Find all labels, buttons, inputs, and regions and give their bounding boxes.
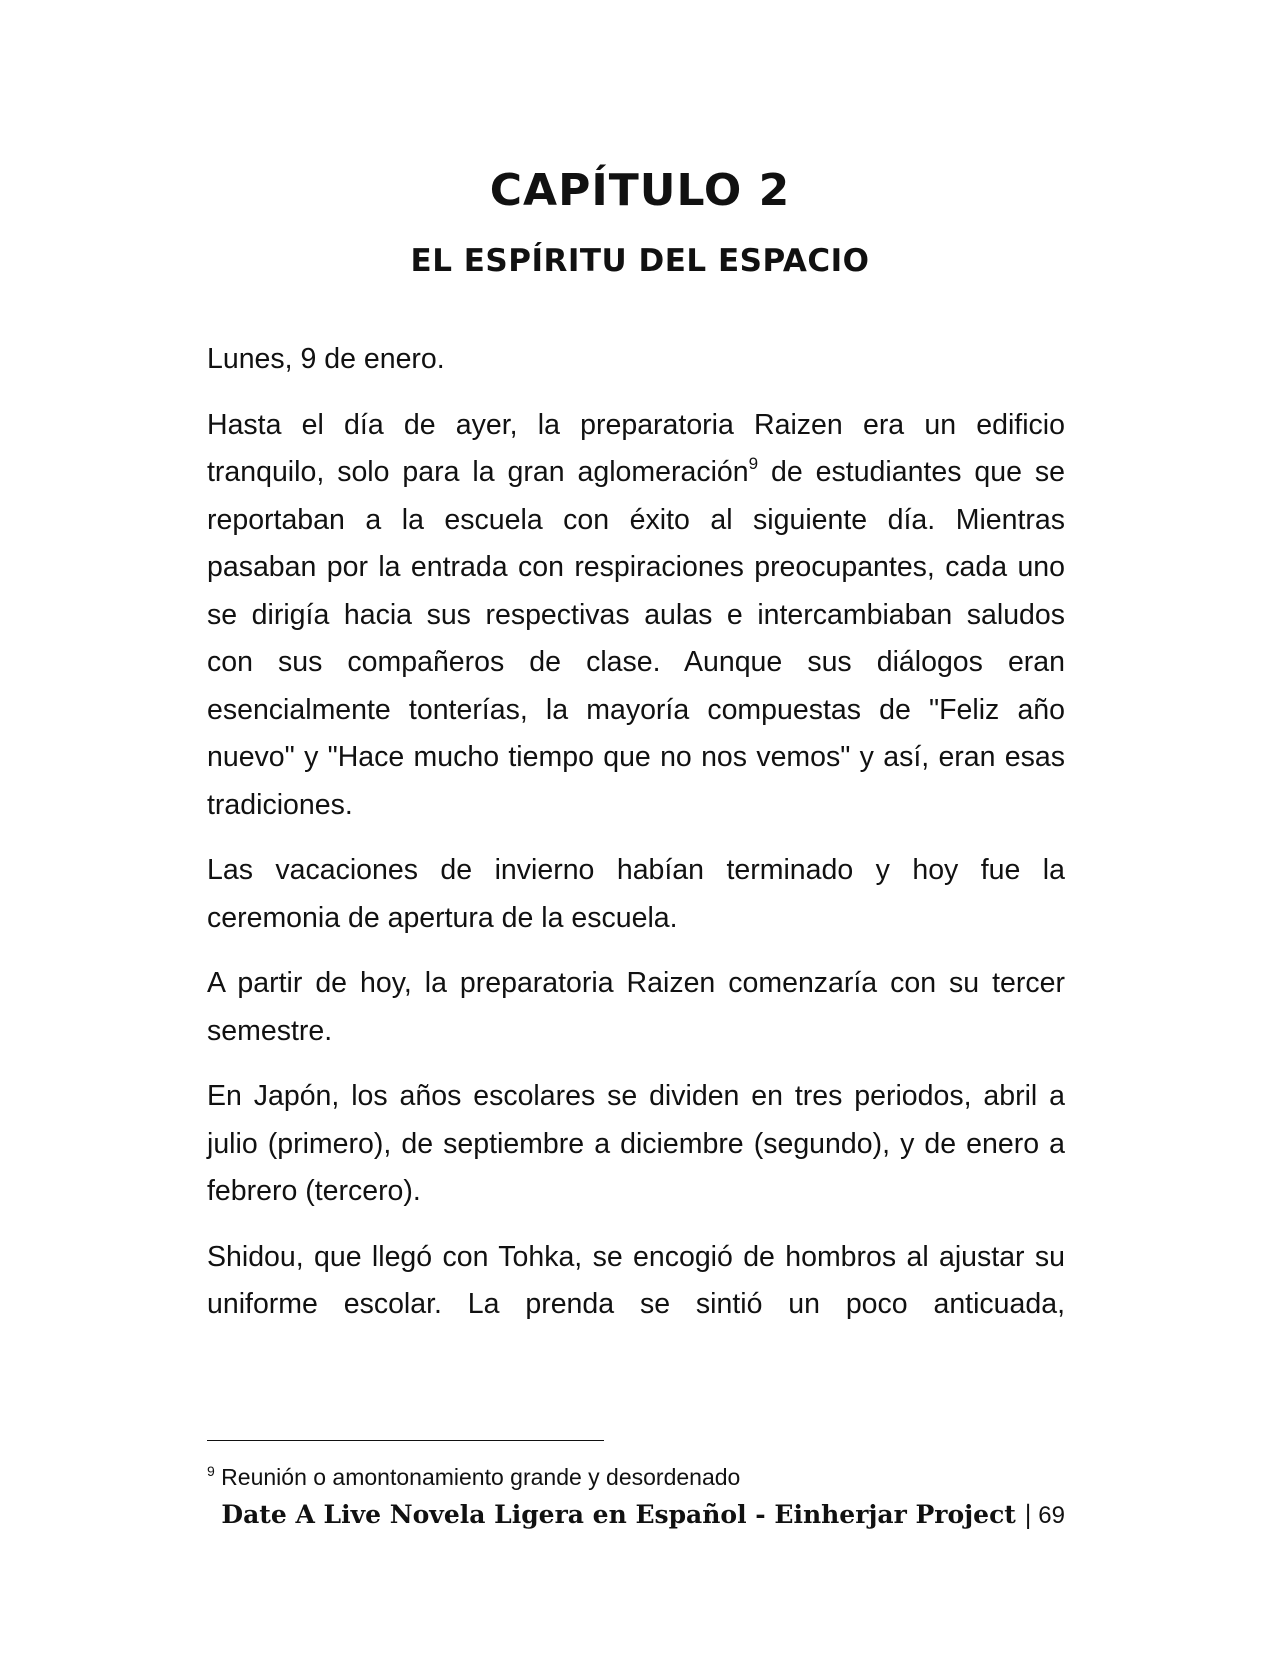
page-footer <box>207 1498 1065 1533</box>
footnote-divider <box>207 1440 604 1441</box>
footnote-text: Reunión o amontonamiento grande y desordenado <box>214 1464 741 1490</box>
page-number: 69 <box>1038 1502 1065 1529</box>
paragraph <box>207 402 1065 830</box>
footnote <box>207 1462 1065 1492</box>
footer-title: Date A Live Novela Ligera en Español - Einherjar Project <box>221 1500 1016 1529</box>
footer-separator: | <box>1023 1500 1033 1529</box>
footnote-marker: 9 <box>207 1463 215 1479</box>
paragraph: Lunes, 9 de enero. <box>207 343 445 375</box>
body-text <box>207 336 1065 1347</box>
footnote-reference[interactable]: 9 <box>748 454 759 473</box>
paragraph: A partir de hoy, la preparatoria Raizen comenzaría con su tercer semestre. <box>207 967 1065 1047</box>
paragraph: Las vacaciones de invierno habían terminado y hoy fue la ceremonia de apertura de la escuela. <box>207 854 1065 934</box>
paragraph-text: Hasta el día de ayer, la preparatoria Raizen era un edificio tranquilo, solo para la gran aglomeración <box>207 408 1065 488</box>
paragraph: Shidou, que llegó con Tohka, se encogió de hombros al ajustar su uniforme escolar. La prenda se sintió un poco anticuada, <box>207 1240 1065 1320</box>
paragraph-text: de estudiantes que se reportaban a la escuela con éxito al siguiente día. Mientras pasaban por la entrada con respiraciones preocupantes, cada uno se dirigía hacia sus respectivas aulas e intercambiaban saludos con sus compañeros de clase. Aunque sus diálogos eran esencialmente tonterías, la mayoría compuestas de "Feliz año nuevo" y "Hace mucho tiempo que no nos vemos" y así, eran esas tradiciones. <box>207 456 1066 821</box>
chapter-subtitle: EL ESPÍRITU DEL ESPACIO <box>410 243 870 279</box>
chapter-title: CAPÍTULO 2 <box>489 165 791 216</box>
paragraph: En Japón, los años escolares se dividen en tres periodos, abril a julio (primero), de septiembre a diciembre (segundo), y de enero a febrero (tercero). <box>207 1080 1065 1207</box>
